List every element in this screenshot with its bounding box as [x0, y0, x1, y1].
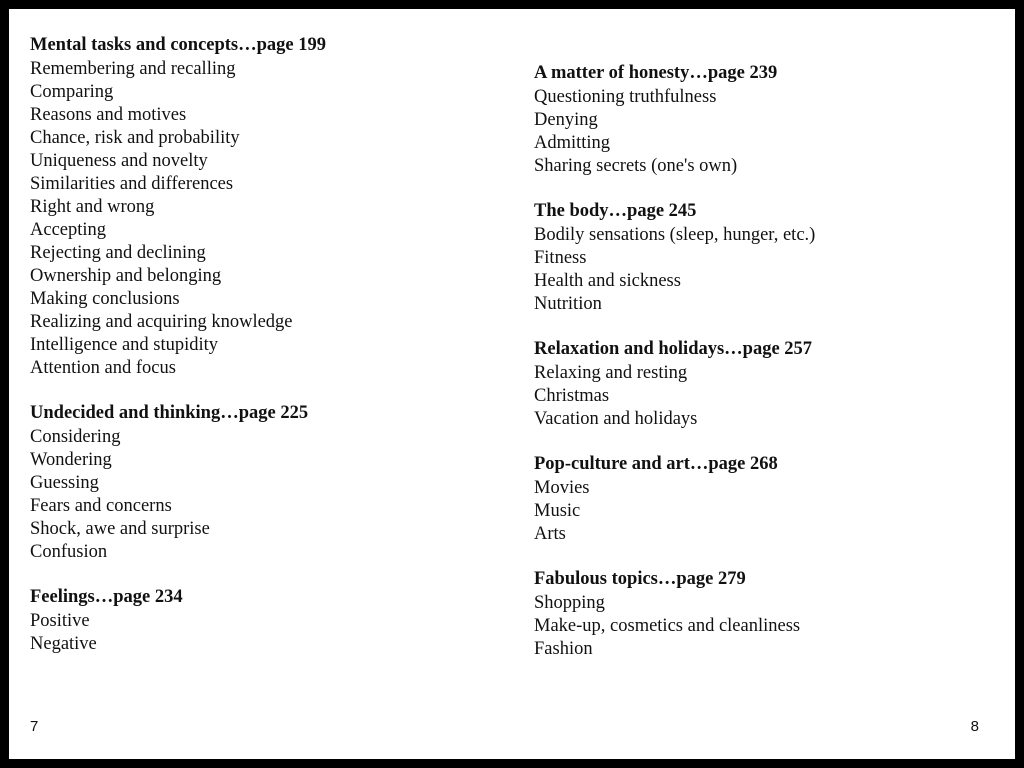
toc-entry: Fashion	[534, 639, 593, 659]
toc-entry: Wondering	[30, 450, 112, 470]
toc-section	[534, 453, 1004, 546]
toc-entry: Fitness	[534, 248, 587, 268]
toc-entry: Reasons and motives	[30, 105, 187, 125]
document-page	[9, 9, 1015, 759]
toc-entry: Considering	[30, 427, 121, 447]
section-heading: Mental tasks and concepts…page 199	[30, 35, 327, 55]
toc-section	[534, 338, 1004, 431]
section-heading: Feelings…page 234	[30, 587, 183, 607]
toc-entry: Attention and focus	[30, 358, 176, 378]
toc-entry: Questioning truthfulness	[534, 87, 717, 107]
toc-entry: Vacation and holidays	[534, 409, 698, 429]
toc-entry: Denying	[534, 110, 598, 130]
toc-entry: Right and wrong	[30, 197, 155, 217]
toc-entry: Christmas	[534, 386, 610, 406]
toc-entry: Nutrition	[534, 294, 602, 314]
toc-entry: Guessing	[30, 473, 99, 493]
section-heading: Relaxation and holidays…page 257	[534, 339, 813, 359]
toc-entry: Positive	[30, 611, 90, 631]
section-heading: Fabulous topics…page 279	[534, 569, 746, 589]
toc-section	[534, 200, 1004, 316]
page-number-right: 8	[970, 718, 979, 735]
toc-entry: Admitting	[534, 133, 611, 153]
toc-entry: Chance, risk and probability	[30, 128, 240, 148]
toc-entry: Making conclusions	[30, 289, 180, 309]
toc-entry: Uniqueness and novelty	[30, 151, 208, 171]
toc-entry: Health and sickness	[534, 271, 681, 291]
toc-section	[534, 62, 1004, 178]
right-column	[534, 62, 1004, 683]
toc-entry: Realizing and acquiring knowledge	[30, 312, 293, 332]
toc-entry: Negative	[30, 634, 97, 654]
toc-entry: Shopping	[534, 593, 605, 613]
toc-section	[534, 568, 1004, 661]
toc-entry: Shock, awe and surprise	[30, 519, 210, 539]
toc-section	[30, 586, 500, 656]
section-heading: The body…page 245	[534, 201, 697, 221]
toc-entry: Intelligence and stupidity	[30, 335, 219, 355]
toc-section	[30, 34, 500, 380]
toc-entry: Accepting	[30, 220, 107, 240]
page-number-left: 7	[30, 718, 39, 735]
section-heading: A matter of honesty…page 239	[534, 63, 778, 83]
toc-entry: Movies	[534, 478, 590, 498]
toc-entry: Music	[534, 501, 581, 521]
toc-entry: Comparing	[30, 82, 114, 102]
toc-entry: Similarities and differences	[30, 174, 234, 194]
toc-entry: Fears and concerns	[30, 496, 172, 516]
toc-entry: Ownership and belonging	[30, 266, 222, 286]
toc-entry: Remembering and recalling	[30, 59, 236, 79]
toc-entry: Rejecting and declining	[30, 243, 206, 263]
toc-entry: Arts	[534, 524, 566, 544]
toc-section	[30, 402, 500, 564]
toc-entry: Relaxing and resting	[534, 363, 688, 383]
toc-entry: Sharing secrets (one's own)	[534, 156, 738, 176]
toc-entry: Confusion	[30, 542, 108, 562]
toc-entry: Make-up, cosmetics and cleanliness	[534, 616, 801, 636]
section-heading: Undecided and thinking…page 225	[30, 403, 309, 423]
section-heading: Pop-culture and art…page 268	[534, 454, 778, 474]
left-column	[30, 34, 500, 678]
toc-entry: Bodily sensations (sleep, hunger, etc.)	[534, 225, 816, 245]
